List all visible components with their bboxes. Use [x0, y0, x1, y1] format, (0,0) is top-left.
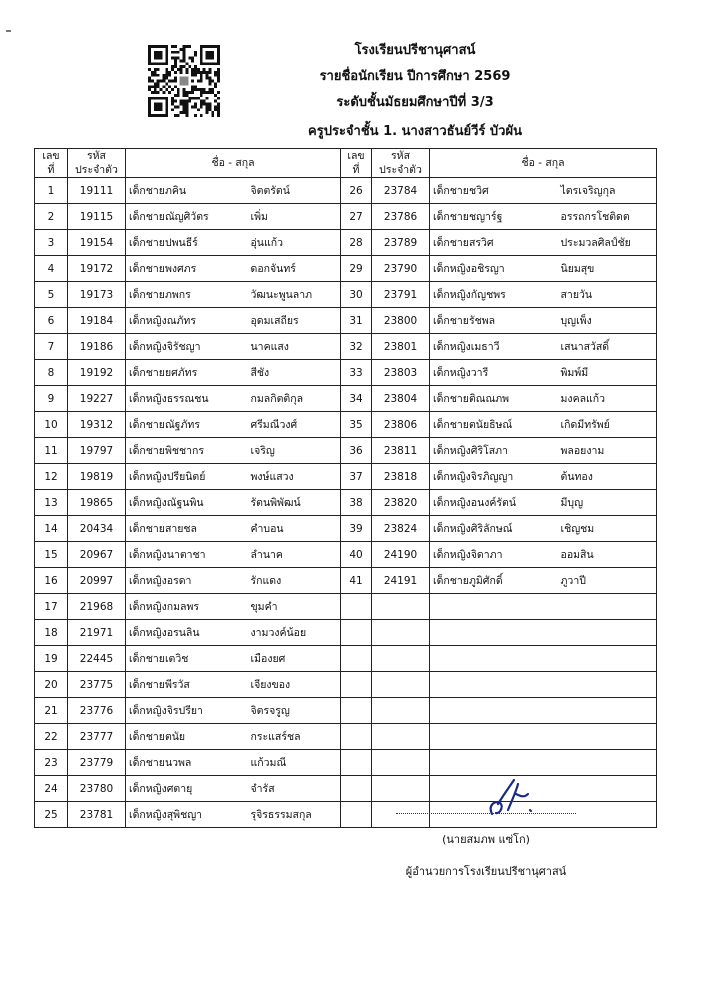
student-id: 19312 — [68, 412, 126, 438]
student-first-name: เด็กหญิงณภัทร — [126, 308, 248, 334]
student-id: 23775 — [68, 672, 126, 698]
student-number: 31 — [341, 308, 372, 334]
student-id — [372, 802, 430, 828]
student-first-name — [430, 724, 558, 750]
student-number: 27 — [341, 204, 372, 230]
table-row — [35, 750, 657, 776]
student-surname: ดอกจันทร์ — [248, 256, 341, 282]
student-surname: เกิดมีทรัพย์ — [558, 412, 657, 438]
table-row — [35, 178, 657, 204]
table-row — [35, 360, 657, 386]
student-first-name: เด็กชายภคิน — [126, 178, 248, 204]
student-surname — [558, 776, 657, 802]
student-number: 32 — [341, 334, 372, 360]
signer-name: (นายสมภพ แซ่โก) — [442, 833, 530, 846]
student-surname: เสนาสวัสดิ์ — [558, 334, 657, 360]
student-id: 23804 — [372, 386, 430, 412]
student-surname: รักแดง — [248, 568, 341, 594]
table-row — [35, 672, 657, 698]
student-number: 16 — [35, 568, 68, 594]
student-first-name: เด็กหญิงจิรภิญญา — [430, 464, 558, 490]
student-first-name: เด็กหญิงวารี — [430, 360, 558, 386]
student-id — [372, 646, 430, 672]
student-number: 14 — [35, 516, 68, 542]
student-first-name: เด็กหญิงศิริลักษณ์ — [430, 516, 558, 542]
student-first-name: เด็กชายนวพล — [126, 750, 248, 776]
student-first-name: เด็กชายตนัย — [126, 724, 248, 750]
header-name: ชื่อ - สกุล — [430, 149, 657, 178]
student-surname — [558, 594, 657, 620]
student-surname: เพิ่ม — [248, 204, 341, 230]
student-id — [372, 620, 430, 646]
student-id — [372, 724, 430, 750]
student-id: 23789 — [372, 230, 430, 256]
student-number: 40 — [341, 542, 372, 568]
student-id: 19865 — [68, 490, 126, 516]
student-surname: ไตรเจริญกุล — [558, 178, 657, 204]
student-id — [372, 594, 430, 620]
student-number: 34 — [341, 386, 372, 412]
student-surname: สีชัง — [248, 360, 341, 386]
header-student-id: รหัส ประจำตัว — [372, 149, 430, 178]
student-id: 19154 — [68, 230, 126, 256]
student-surname: อุดมเสถียร — [248, 308, 341, 334]
student-surname: พลอยงาม — [558, 438, 657, 464]
student-number: 11 — [35, 438, 68, 464]
student-number — [341, 594, 372, 620]
student-first-name: เด็กชายชวิศ — [430, 178, 558, 204]
homeroom-teacher: ครูประจำชั้น 1. นางสาวธันย์วีร์ บัวผัน — [308, 124, 522, 139]
student-number: 33 — [341, 360, 372, 386]
student-number: 29 — [341, 256, 372, 282]
student-id: 20967 — [68, 542, 126, 568]
student-id: 21971 — [68, 620, 126, 646]
student-first-name: เด็กชายภูมิศักดิ์ — [430, 568, 558, 594]
student-first-name: เด็กชายเตวิช — [126, 646, 248, 672]
student-id: 19227 — [68, 386, 126, 412]
student-surname — [558, 802, 657, 828]
student-surname: พิมพ์มี — [558, 360, 657, 386]
student-id: 20434 — [68, 516, 126, 542]
student-first-name: เด็กชายณัฐภัทร — [126, 412, 248, 438]
student-first-name: เด็กหญิงกัญชพร — [430, 282, 558, 308]
student-number: 4 — [35, 256, 68, 282]
student-number: 13 — [35, 490, 68, 516]
student-id: 23811 — [372, 438, 430, 464]
student-surname: รัตนพิพัฒน์ — [248, 490, 341, 516]
student-id: 22445 — [68, 646, 126, 672]
student-number: 17 — [35, 594, 68, 620]
student-surname: อุ่นแก้ว — [248, 230, 341, 256]
student-number: 23 — [35, 750, 68, 776]
student-surname: ประมวลศิลป์ชัย — [558, 230, 657, 256]
student-id: 23820 — [372, 490, 430, 516]
student-first-name: เด็กหญิงสุพิชญา — [126, 802, 248, 828]
student-first-name: เด็กชายภพกร — [126, 282, 248, 308]
student-id: 23784 — [372, 178, 430, 204]
student-first-name: เด็กหญิงเมธาวี — [430, 334, 558, 360]
student-number — [341, 776, 372, 802]
student-number: 38 — [341, 490, 372, 516]
header-student-id: รหัส ประจำตัว — [68, 149, 126, 178]
student-first-name: เด็กหญิงจิรปรียา — [126, 698, 248, 724]
table-row — [35, 386, 657, 412]
student-first-name: เด็กชายณัญศิวัตร — [126, 204, 248, 230]
student-surname: สายวัน — [558, 282, 657, 308]
school-name: โรงเรียนปรีชานุศาสน์ — [354, 43, 476, 58]
student-first-name — [430, 698, 558, 724]
student-surname: ขุมคำ — [248, 594, 341, 620]
student-first-name: เด็กหญิงอชิรญา — [430, 256, 558, 282]
student-first-name: เด็กชายติณณภพ — [430, 386, 558, 412]
student-number: 20 — [35, 672, 68, 698]
student-number: 6 — [35, 308, 68, 334]
table-row — [35, 464, 657, 490]
student-first-name: เด็กชายรัชพล — [430, 308, 558, 334]
student-id: 19192 — [68, 360, 126, 386]
student-id: 23803 — [372, 360, 430, 386]
table-row — [35, 776, 657, 802]
student-surname: ลำนาค — [248, 542, 341, 568]
student-number: 3 — [35, 230, 68, 256]
student-surname: ภูวาปี — [558, 568, 657, 594]
student-id: 23781 — [68, 802, 126, 828]
table-header — [35, 149, 657, 178]
student-number: 35 — [341, 412, 372, 438]
table-row — [35, 490, 657, 516]
student-first-name: เด็กหญิงกมลพร — [126, 594, 248, 620]
student-number: 1 — [35, 178, 68, 204]
header-name: ชื่อ - สกุล — [126, 149, 341, 178]
student-first-name: เด็กหญิงธรรณชน — [126, 386, 248, 412]
student-roster-table — [34, 148, 657, 828]
table-body — [35, 178, 657, 828]
student-number: 22 — [35, 724, 68, 750]
student-first-name: เด็กหญิงอรนลิน — [126, 620, 248, 646]
student-id: 19819 — [68, 464, 126, 490]
table-row — [35, 516, 657, 542]
student-surname: จิตรจรูญ — [248, 698, 341, 724]
student-first-name: เด็กชายพีรวัส — [126, 672, 248, 698]
table-row — [35, 646, 657, 672]
student-surname: แก้วมณี — [248, 750, 341, 776]
student-id — [372, 672, 430, 698]
table-row — [35, 230, 657, 256]
student-surname: นิยมสุข — [558, 256, 657, 282]
student-first-name: เด็กชายปพนธีร์ — [126, 230, 248, 256]
student-id: 23776 — [68, 698, 126, 724]
student-surname — [558, 646, 657, 672]
student-number — [341, 724, 372, 750]
student-number: 15 — [35, 542, 68, 568]
student-first-name: เด็กชายตนัยธิษณ์ — [430, 412, 558, 438]
student-surname — [558, 620, 657, 646]
signature-line — [396, 813, 576, 814]
student-number: 25 — [35, 802, 68, 828]
table-row — [35, 724, 657, 750]
list-title: รายชื่อนักเรียน ปีการศึกษา 2569 — [319, 69, 511, 84]
table-row — [35, 256, 657, 282]
student-surname: เชิญชม — [558, 516, 657, 542]
student-number: 5 — [35, 282, 68, 308]
student-id: 23800 — [372, 308, 430, 334]
student-number: 21 — [35, 698, 68, 724]
table-row — [35, 802, 657, 828]
student-first-name: เด็กชายสายชล — [126, 516, 248, 542]
student-first-name: เด็กหญิงนาตาชา — [126, 542, 248, 568]
student-number: 19 — [35, 646, 68, 672]
student-number: 12 — [35, 464, 68, 490]
student-number: 26 — [341, 178, 372, 204]
class-level: ระดับชั้นมัธยมศึกษาปีที่ 3/3 — [336, 95, 494, 110]
student-first-name: เด็กชายสรวิศ — [430, 230, 558, 256]
student-number: 39 — [341, 516, 372, 542]
student-number: 10 — [35, 412, 68, 438]
student-surname: กระแสร์ชล — [248, 724, 341, 750]
student-surname — [558, 698, 657, 724]
student-surname: วัฒนะพูนลาภ — [248, 282, 341, 308]
student-surname — [558, 724, 657, 750]
student-surname: จิตตรัตน์ — [248, 178, 341, 204]
header-number: เลข ที่ — [35, 149, 68, 178]
student-first-name — [430, 646, 558, 672]
student-number: 36 — [341, 438, 372, 464]
table-row — [35, 438, 657, 464]
student-number: 7 — [35, 334, 68, 360]
student-surname — [558, 672, 657, 698]
student-id: 23824 — [372, 516, 430, 542]
table-row — [35, 308, 657, 334]
student-id: 19797 — [68, 438, 126, 464]
student-first-name: เด็กชายพิชชากร — [126, 438, 248, 464]
student-first-name — [430, 594, 558, 620]
student-id: 23801 — [372, 334, 430, 360]
student-surname: เมืองยศ — [248, 646, 341, 672]
student-first-name: เด็กชายพงศภร — [126, 256, 248, 282]
student-number — [341, 620, 372, 646]
student-number: 30 — [341, 282, 372, 308]
student-id: 23791 — [372, 282, 430, 308]
signer-title: ผู้อำนวยการโรงเรียนปรีชานุศาสน์ — [405, 865, 567, 878]
table-row — [35, 334, 657, 360]
student-surname: รุจิรธรรมสกุล — [248, 802, 341, 828]
table-row — [35, 412, 657, 438]
student-first-name: เด็กหญิงอรดา — [126, 568, 248, 594]
table-row — [35, 568, 657, 594]
student-id — [372, 698, 430, 724]
student-surname: พงษ์แสวง — [248, 464, 341, 490]
student-first-name: เด็กหญิงจิดาภา — [430, 542, 558, 568]
student-first-name: เด็กชายชญาร์ฐ — [430, 204, 558, 230]
student-first-name: เด็กหญิงจิรัชญา — [126, 334, 248, 360]
student-number: 28 — [341, 230, 372, 256]
student-first-name: เด็กหญิงศตายุ — [126, 776, 248, 802]
stray-mark — [6, 30, 11, 32]
header-number: เลข ที่ — [341, 149, 372, 178]
student-number — [341, 802, 372, 828]
student-id: 24191 — [372, 568, 430, 594]
student-number: 18 — [35, 620, 68, 646]
student-id — [372, 776, 430, 802]
student-surname: จำรัส — [248, 776, 341, 802]
student-first-name: เด็กหญิงศิริโสภา — [430, 438, 558, 464]
student-number — [341, 646, 372, 672]
student-first-name — [430, 620, 558, 646]
student-first-name: เด็กหญิงณัฐนพิน — [126, 490, 248, 516]
student-id: 19111 — [68, 178, 126, 204]
table-row — [35, 542, 657, 568]
student-first-name: เด็กหญิงปรียนิตย์ — [126, 464, 248, 490]
student-surname — [558, 750, 657, 776]
student-id: 19173 — [68, 282, 126, 308]
student-number: 9 — [35, 386, 68, 412]
student-first-name: เด็กหญิงอนงค์รัตน์ — [430, 490, 558, 516]
student-surname: ออมสิน — [558, 542, 657, 568]
student-surname: บุญเพ็ง — [558, 308, 657, 334]
student-id: 23806 — [372, 412, 430, 438]
student-id: 23818 — [372, 464, 430, 490]
student-first-name — [430, 672, 558, 698]
student-id: 23780 — [68, 776, 126, 802]
student-surname: เจียงของ — [248, 672, 341, 698]
student-id: 19184 — [68, 308, 126, 334]
student-id: 24190 — [372, 542, 430, 568]
student-number: 37 — [341, 464, 372, 490]
student-surname: นาคแสง — [248, 334, 341, 360]
table-row — [35, 594, 657, 620]
student-number — [341, 698, 372, 724]
student-id: 19186 — [68, 334, 126, 360]
student-id: 19115 — [68, 204, 126, 230]
student-number — [341, 750, 372, 776]
student-id: 19172 — [68, 256, 126, 282]
table-row — [35, 620, 657, 646]
student-first-name: เด็กชายยศภัทร — [126, 360, 248, 386]
student-id: 23779 — [68, 750, 126, 776]
table-row — [35, 698, 657, 724]
student-id: 21968 — [68, 594, 126, 620]
student-surname: ต้นทอง — [558, 464, 657, 490]
student-surname: ศรีมณีวงศ์ — [248, 412, 341, 438]
student-number: 8 — [35, 360, 68, 386]
student-surname: อรรถกรโชติดต — [558, 204, 657, 230]
table-row — [35, 282, 657, 308]
student-surname: เจริญ — [248, 438, 341, 464]
student-surname: งามวงค์น้อย — [248, 620, 341, 646]
student-number: 24 — [35, 776, 68, 802]
student-id: 23786 — [372, 204, 430, 230]
student-surname: กมลกิตติกุล — [248, 386, 341, 412]
student-surname: มีบุญ — [558, 490, 657, 516]
student-surname: คำบอน — [248, 516, 341, 542]
table-row — [35, 204, 657, 230]
student-number — [341, 672, 372, 698]
student-id — [372, 750, 430, 776]
student-id: 23777 — [68, 724, 126, 750]
student-number: 2 — [35, 204, 68, 230]
student-surname: มงคลแก้ว — [558, 386, 657, 412]
student-id: 20997 — [68, 568, 126, 594]
student-number: 41 — [341, 568, 372, 594]
student-id: 23790 — [372, 256, 430, 282]
